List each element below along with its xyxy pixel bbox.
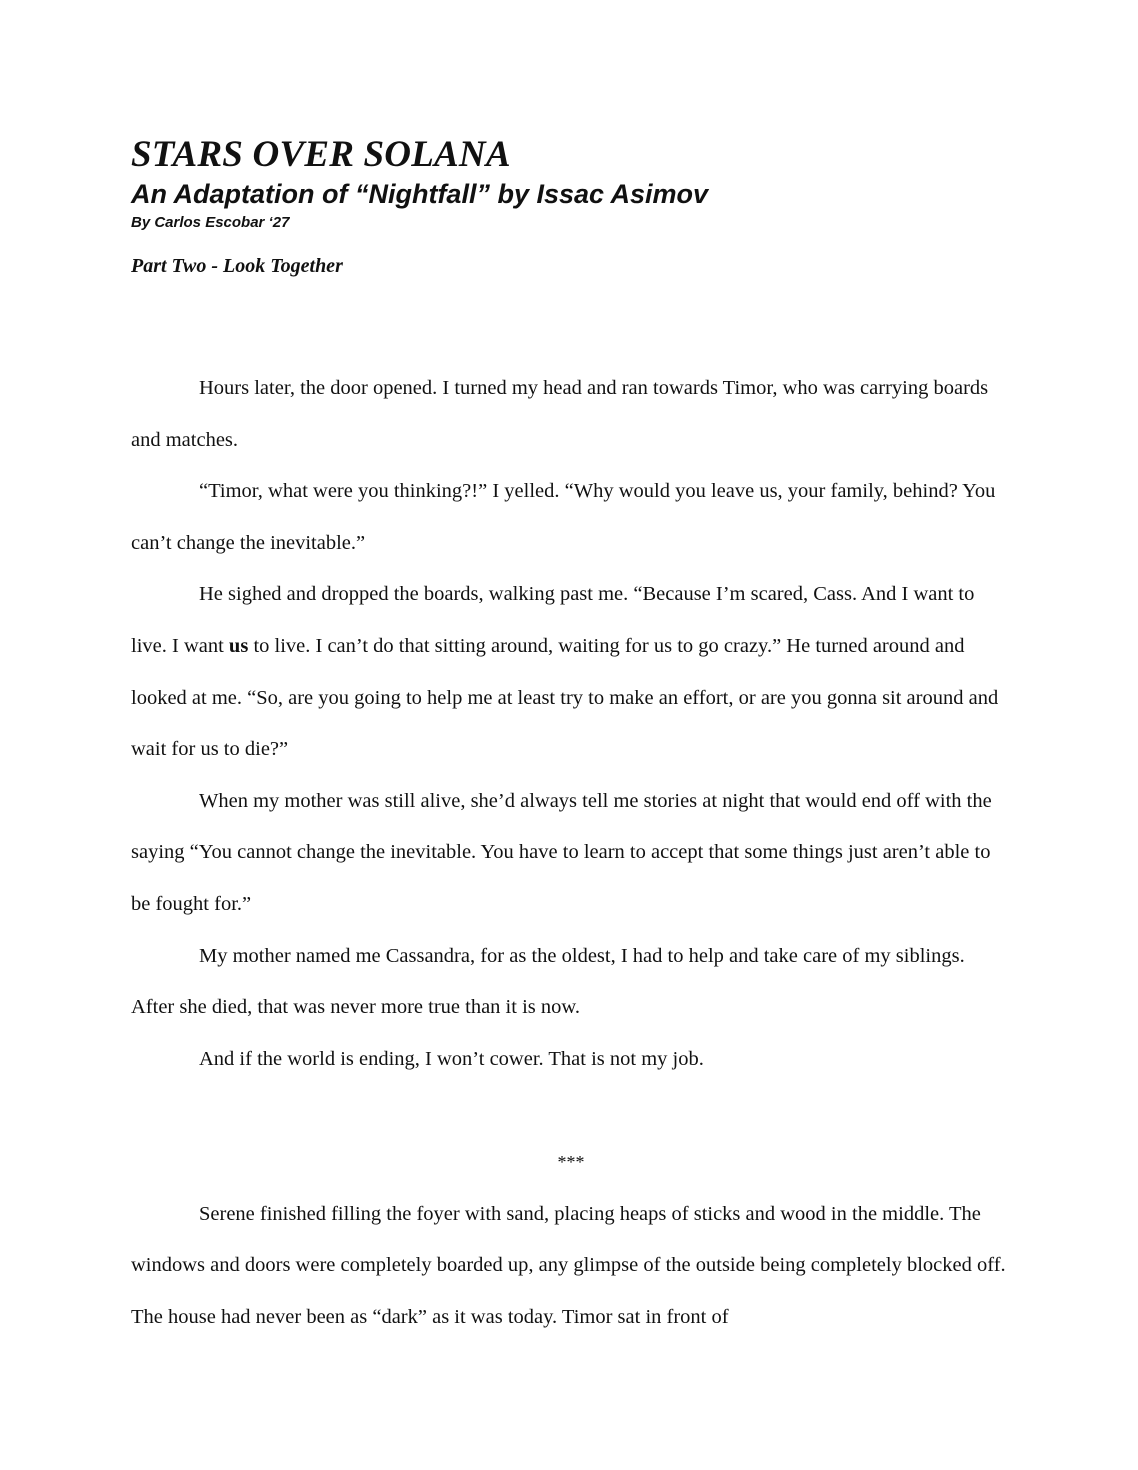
paragraph: My mother named me Cassandra, for as the oldest, I had to help and take care of my siblings. After she died, that was never more true than it is now. bbox=[131, 944, 965, 1019]
paragraph: Serene finished filling the foyer with sand, placing heaps of sticks and wood in the middle. The windows and doors were completely boarded up, any glimpse of the outside being completely blocked off. The house had never been as “dark” as it was today. Timor sat in front of bbox=[131, 1202, 1006, 1328]
paragraph-text: He sighed and dropped the boards, walking past me. “Because I’m scared, Cass. And I want to live. I want bbox=[131, 583, 975, 657]
paragraph: And if the world is ending, I won’t cower. That is not my job. bbox=[199, 1047, 704, 1070]
paragraph: Hours later, the door opened. I turned my head and ran towards Timor, who was carrying boards and matches. bbox=[131, 377, 989, 451]
paragraph bbox=[131, 569, 1011, 775]
story-subtitle: An Adaptation of “Nightfall” by Issac Asimov bbox=[131, 179, 709, 209]
document-header bbox=[131, 133, 1011, 279]
section-separator: *** bbox=[557, 1151, 585, 1172]
paragraph: When my mother was still alive, she’d always tell me stories at night that would end off with the saying “You cannot change the inevitable. You have to learn to accept that some things just aren’t able to be fought for.” bbox=[131, 789, 992, 915]
emphasized-word: us bbox=[228, 634, 249, 657]
part-heading: Part Two - Look Together bbox=[131, 255, 343, 277]
author-byline: By Carlos Escobar ‘27 bbox=[131, 214, 290, 231]
paragraph-text: to live. I can’t do that sitting around, waiting for us to go crazy.” He turned around and looked at me. “So, are you going to help me at least try to make an effort, or are you gonna sit around and wait for us to die?” bbox=[131, 634, 999, 761]
story-title: STARS OVER SOLANA bbox=[131, 134, 511, 175]
paragraph: “Timor, what were you thinking?!” I yelled. “Why would you leave us, your family, behind? You can’t change the inevitable.” bbox=[131, 480, 996, 554]
story-body bbox=[131, 363, 1011, 1343]
